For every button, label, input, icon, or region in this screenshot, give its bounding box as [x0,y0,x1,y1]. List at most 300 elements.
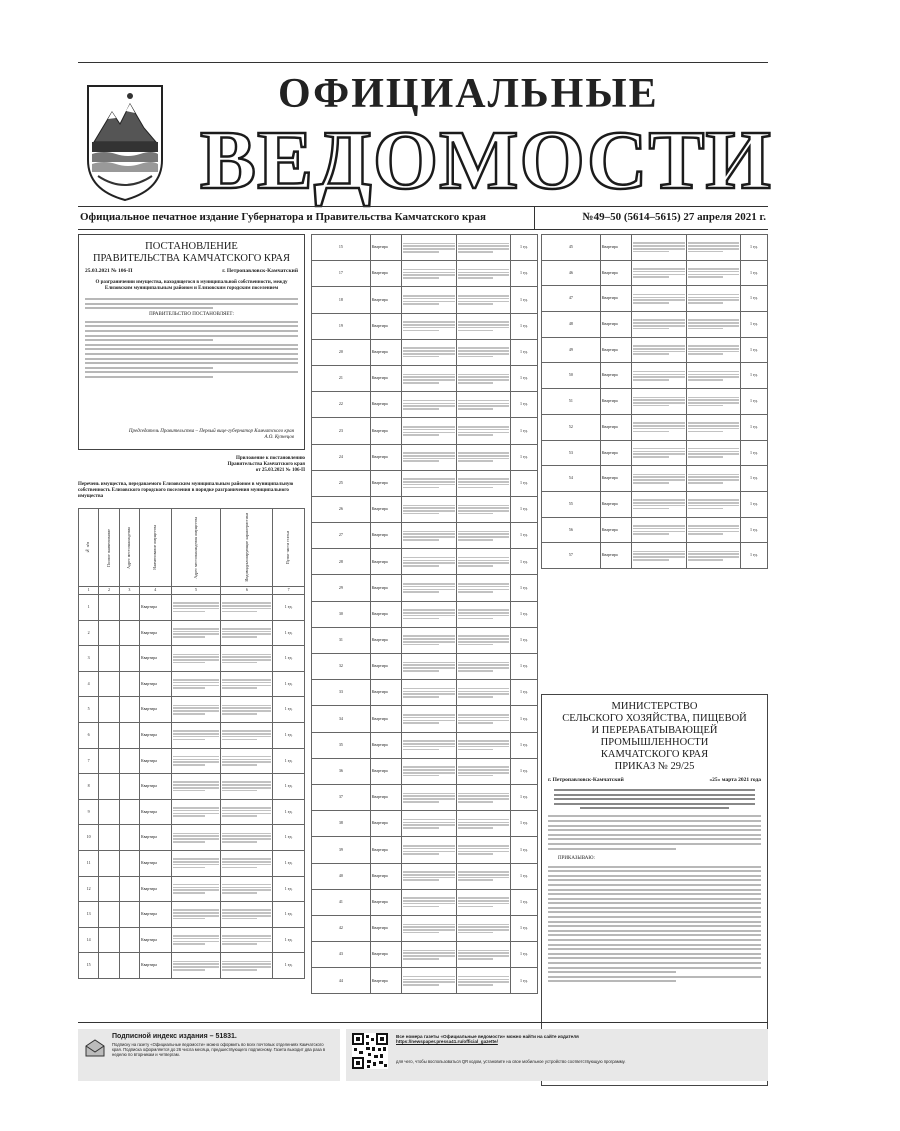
masthead-subtitle-bar [78,206,768,230]
row-type: Квартира [370,549,402,575]
row-characteristics [456,942,510,968]
row-type: Квартира [370,863,402,889]
envelope-icon [84,1037,106,1059]
row-address [402,627,456,653]
row-characteristics [221,927,273,953]
table-row [312,392,538,418]
row-type: Квартира [600,414,632,440]
row-characteristics [456,575,510,601]
table-row [79,953,305,979]
row-type: Квартира [370,889,402,915]
row-number: 44 [312,968,371,994]
row-address [171,646,221,672]
empty-cell [119,595,139,621]
row-count: 1 ед. [273,825,305,851]
table-row [312,549,538,575]
row-number: 38 [312,811,371,837]
row-number: 50 [542,363,601,389]
empty-cell [119,902,139,928]
table-row [542,363,768,389]
row-address [632,286,686,312]
table-row [542,517,768,543]
row-address [402,235,456,261]
table-row [312,837,538,863]
row-count: 1 ед. [510,680,537,706]
empty-cell [99,774,119,800]
row-number: 37 [312,784,371,810]
ministry-heading-4: ПРОМЫШЛЕННОСТИ [600,737,709,748]
column-middle [311,234,538,994]
row-number: 52 [542,414,601,440]
table-row [79,927,305,953]
table-row [79,902,305,928]
row-characteristics [456,365,510,391]
row-type: Квартира [370,680,402,706]
ministry-body-text [548,815,761,849]
decree-signer-name: А.О. Кузнецов [264,435,294,440]
row-type: Квартира [370,287,402,313]
row-count: 1 ед. [273,646,305,672]
row-characteristics [456,968,510,994]
table-row [312,339,538,365]
row-number: 4 [79,671,99,697]
table-row [542,440,768,466]
row-number: 13 [79,902,99,928]
row-type: Квартира [600,337,632,363]
top-rule [78,62,768,63]
decree-signature [129,429,294,441]
empty-cell [99,953,119,979]
row-type: Квартира [600,286,632,312]
row-characteristics [456,758,510,784]
footer [78,1022,768,1083]
column-number: 6 [221,587,273,595]
empty-cell [119,722,139,748]
row-type: Квартира [370,784,402,810]
row-type: Квартира [139,953,171,979]
row-count: 1 ед. [510,496,537,522]
row-type: Квартира [370,758,402,784]
masthead-subtitle: Официальное печатное издание Губернатора и Правительства Камчатского края [80,211,486,223]
row-type: Квартира [139,799,171,825]
row-address [402,889,456,915]
subscription-box [78,1029,340,1081]
row-type: Квартира [370,732,402,758]
row-number: 7 [79,748,99,774]
row-characteristics [456,339,510,365]
row-count: 1 ед. [740,466,767,492]
row-address [402,915,456,941]
row-characteristics [456,261,510,287]
empty-cell [99,646,119,672]
header-number: № п/п [85,541,91,554]
table-row [312,235,538,261]
row-characteristics [686,517,740,543]
column-number: 5 [171,587,221,595]
row-number: 25 [312,470,371,496]
row-address [632,389,686,415]
row-count: 1 ед. [510,392,537,418]
subscription-title: Подписной индекс издания – 51831. [112,1033,237,1040]
table-row [312,575,538,601]
row-count: 1 ед. [740,260,767,286]
row-type: Квартира [139,671,171,697]
website-link[interactable]: https://newspaper.pressa41.ru/official_gazette/ [396,1039,498,1044]
row-count: 1 ед. [510,365,537,391]
row-characteristics [221,876,273,902]
row-characteristics [221,902,273,928]
row-number: 45 [542,235,601,261]
row-number: 27 [312,523,371,549]
row-address [402,418,456,444]
table-row [312,418,538,444]
row-address [632,543,686,569]
table-row [312,942,538,968]
table-row [312,784,538,810]
row-address [402,784,456,810]
table-row [542,312,768,338]
row-count: 1 ед. [510,313,537,339]
empty-cell [99,799,119,825]
row-type: Квартира [139,646,171,672]
website-title [396,1034,756,1044]
row-number: 43 [312,942,371,968]
table-row [312,915,538,941]
row-type: Квартира [139,722,171,748]
row-characteristics [686,286,740,312]
row-number: 47 [542,286,601,312]
column-number: 7 [273,587,305,595]
table-row [542,466,768,492]
row-address [402,654,456,680]
row-number: 23 [312,418,371,444]
row-characteristics [686,363,740,389]
empty-cell [99,722,119,748]
row-count: 1 ед. [740,286,767,312]
row-count: 1 ед. [273,799,305,825]
table-row [79,876,305,902]
table-row [312,758,538,784]
empty-cell [99,825,119,851]
row-type: Квартира [139,620,171,646]
row-characteristics [456,732,510,758]
row-characteristics [686,440,740,466]
row-address [632,491,686,517]
row-characteristics [456,523,510,549]
table-row [312,889,538,915]
row-count: 1 ед. [510,863,537,889]
ministry-preamble: ПРИКАЗЫВАЮ: [558,855,595,861]
website-title-text: Все номера газеты «Официальные ведомости» можно найти на сайте издателя [396,1034,579,1039]
row-address [402,261,456,287]
empty-cell [119,748,139,774]
row-number: 46 [542,260,601,286]
row-number: 40 [312,863,371,889]
table-row [79,620,305,646]
empty-cell [119,697,139,723]
row-count: 1 ед. [510,627,537,653]
row-address [402,470,456,496]
row-count: 1 ед. [740,491,767,517]
row-type: Квартира [370,261,402,287]
header-property-name: Наименование имущества [152,525,157,570]
row-address [171,825,221,851]
row-characteristics [686,235,740,261]
row-count: 1 ед. [510,601,537,627]
row-characteristics [221,722,273,748]
row-type: Квартира [600,517,632,543]
row-number: 3 [79,646,99,672]
row-number: 33 [312,680,371,706]
subscription-text: Подписку на газету «Официальные ведомости» можно оформить во всех почтовых отделениях Камчатского края. Подписка оформляется до 26 числа месяца, предшествующего подписному. Газета выходит два раза в неделю по вторникам и четвергам. [112,1042,326,1058]
row-number: 8 [79,774,99,800]
row-number: 18 [312,287,371,313]
decree-preamble: ПРАВИТЕЛЬСТВО ПОСТАНОВЛЯЕТ: [149,312,234,318]
row-number: 29 [312,575,371,601]
appendix-title: Перечень имущества, передаваемого Елизовским муниципальным районом в муниципальную собственность Елизовского городского поселения в порядке разграничения муниципального имущества [78,482,294,499]
row-number: 42 [312,915,371,941]
row-address [402,706,456,732]
row-address [402,758,456,784]
empty-cell [119,620,139,646]
row-address [402,811,456,837]
table-row [312,601,538,627]
ministry-heading-2: СЕЛЬСКОГО ХОЗЯЙСТВА, ПИЩЕВОЙ [562,713,747,724]
empty-cell [119,799,139,825]
row-number: 1 [79,595,99,621]
website-box [346,1029,768,1081]
header-full-name: Полное наименование [105,528,111,567]
row-type: Квартира [600,235,632,261]
row-count: 1 ед. [510,889,537,915]
row-characteristics [456,601,510,627]
row-address [402,968,456,994]
row-address [402,680,456,706]
table-row [79,748,305,774]
row-count: 1 ед. [740,337,767,363]
row-characteristics [456,680,510,706]
row-number: 14 [79,927,99,953]
row-characteristics [221,595,273,621]
row-number: 34 [312,706,371,732]
table-row [312,680,538,706]
row-number: 19 [312,313,371,339]
table-row [542,389,768,415]
row-number: 9 [79,799,99,825]
ministry-heading-1: МИНИСТЕРСТВО [611,701,698,712]
row-type: Квартира [370,235,402,261]
row-type: Квартира [370,365,402,391]
row-count: 1 ед. [510,575,537,601]
row-characteristics [456,549,510,575]
row-type: Квартира [370,392,402,418]
row-number: 2 [79,620,99,646]
table-row [542,235,768,261]
row-type: Квартира [370,470,402,496]
row-type: Квартира [600,466,632,492]
row-address [632,414,686,440]
table-row [542,414,768,440]
property-table-c [541,234,768,569]
row-type: Квартира [370,915,402,941]
row-characteristics [456,392,510,418]
row-number: 12 [79,876,99,902]
row-count: 1 ед. [510,706,537,732]
empty-cell [99,876,119,902]
table-row [312,470,538,496]
table-row [312,365,538,391]
decree-signer-role: Председатель Правительства – Первый вице-губернатор Камчатского края [128,429,294,434]
table-row [312,627,538,653]
row-characteristics [456,496,510,522]
empty-cell [119,774,139,800]
row-address [402,287,456,313]
row-type: Квартира [139,902,171,928]
row-number: 56 [542,517,601,543]
row-number: 24 [312,444,371,470]
masthead-title-top: ОФИЦИАЛЬНЫЕ [278,71,659,117]
ministry-heading-3: И ПЕРЕРАБАТЫВАЮЩЕЙ [591,725,718,736]
decree-city: г. Петропавловск-Камчатский [222,268,298,274]
row-count: 1 ед. [273,902,305,928]
ministry-city: г. Петропавловск-Камчатский [548,777,624,783]
row-address [402,392,456,418]
row-number: 36 [312,758,371,784]
empty-cell [99,671,119,697]
row-count: 1 ед. [273,697,305,723]
row-count: 1 ед. [510,235,537,261]
row-count: 1 ед. [740,363,767,389]
row-type: Квартира [370,523,402,549]
row-type: Квартира [370,313,402,339]
row-count: 1 ед. [510,523,537,549]
row-count: 1 ед. [273,876,305,902]
row-type: Квартира [600,312,632,338]
appendix-caption [78,456,305,474]
column-number: 1 [79,587,99,595]
row-type: Квартира [370,942,402,968]
row-characteristics [456,837,510,863]
row-characteristics [456,706,510,732]
table-row [79,850,305,876]
row-number: 11 [79,850,99,876]
row-address [632,235,686,261]
row-type: Квартира [370,444,402,470]
row-characteristics [456,811,510,837]
row-count: 1 ед. [273,953,305,979]
empty-cell [99,697,119,723]
row-type: Квартира [370,627,402,653]
row-count: 1 ед. [510,549,537,575]
row-type: Квартира [370,968,402,994]
row-address [171,876,221,902]
table-row [542,286,768,312]
row-address [632,337,686,363]
row-type: Квартира [370,339,402,365]
row-characteristics [221,774,273,800]
row-address [402,313,456,339]
row-count: 1 ед. [510,732,537,758]
table-row [312,523,538,549]
row-address [402,575,456,601]
row-count: 1 ед. [510,758,537,784]
row-address [171,620,221,646]
row-address [171,850,221,876]
row-type: Квартира [600,440,632,466]
row-address [402,837,456,863]
row-characteristics [456,444,510,470]
row-type: Квартира [370,811,402,837]
table-row [312,968,538,994]
row-characteristics [456,863,510,889]
row-count: 1 ед. [273,620,305,646]
table-row [542,491,768,517]
decree-heading: ПОСТАНОВЛЕНИЕ [145,241,238,252]
row-count: 1 ед. [273,927,305,953]
row-number: 35 [312,732,371,758]
empty-cell [99,748,119,774]
ministry-heading-6: ПРИКАЗ № 29/25 [614,761,695,772]
row-number: 57 [542,543,601,569]
row-address [402,863,456,889]
column-right [541,234,768,861]
row-address [632,466,686,492]
row-address [171,799,221,825]
row-type: Квартира [370,418,402,444]
table-row [79,697,305,723]
row-address [171,953,221,979]
row-number: 17 [312,261,371,287]
row-characteristics [686,312,740,338]
row-characteristics [221,697,273,723]
row-count: 1 ед. [510,287,537,313]
kamchatka-emblem-icon [84,82,166,202]
row-count: 1 ед. [510,968,537,994]
table-row [79,671,305,697]
appendix-caption-line-1: Приложение к постановлению [236,456,305,461]
table-row [312,261,538,287]
row-number: 30 [312,601,371,627]
row-count: 1 ед. [740,235,767,261]
row-type: Квартира [139,595,171,621]
row-address [171,927,221,953]
row-count: 1 ед. [510,444,537,470]
row-address [402,444,456,470]
row-count: 1 ед. [510,339,537,365]
row-characteristics [686,414,740,440]
row-type: Квартира [370,706,402,732]
row-type: Квартира [600,543,632,569]
table-row [312,732,538,758]
row-address [632,517,686,543]
column-number: 4 [139,587,171,595]
row-address [171,595,221,621]
table-row [79,595,305,621]
row-characteristics [686,491,740,517]
row-characteristics [456,235,510,261]
empty-cell [119,927,139,953]
table-row [79,825,305,851]
row-count: 1 ед. [510,470,537,496]
row-address [171,748,221,774]
row-type: Квартира [370,654,402,680]
header-address-org: Адрес местонахождения [126,526,132,569]
empty-cell [119,953,139,979]
row-address [171,697,221,723]
row-address [632,312,686,338]
qr-code-icon[interactable] [352,1033,388,1069]
row-address [402,365,456,391]
